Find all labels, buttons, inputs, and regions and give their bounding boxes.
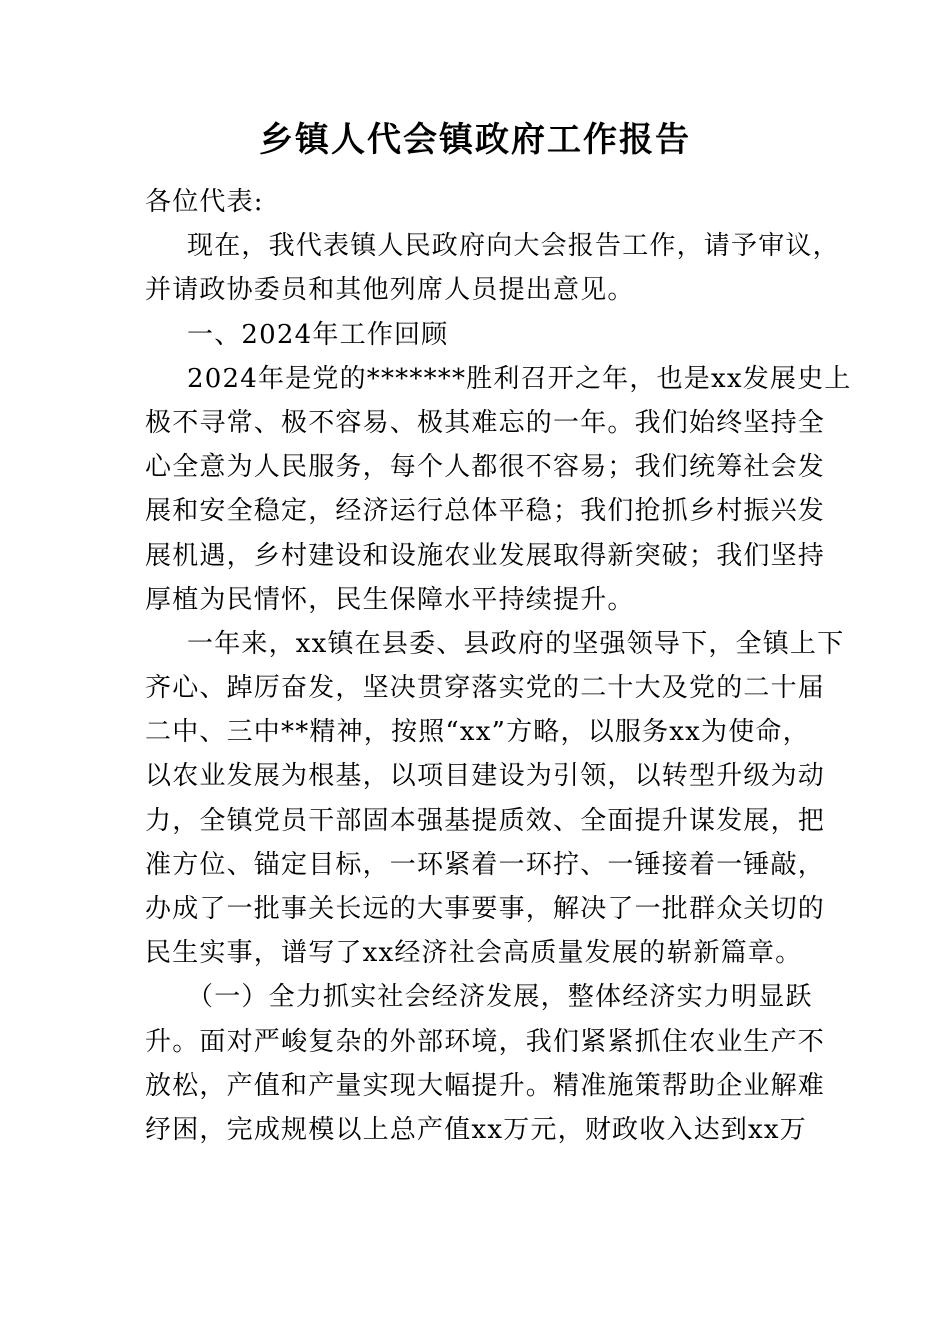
document-title: 乡镇人代会镇政府工作报告	[259, 120, 691, 160]
paragraph-line: 2024年是党的*******胜利召开之年，也是xx发展史上	[187, 363, 852, 394]
paragraph-line: 展和安全稳定，经济运行总体平稳；我们抢抓乡村振兴发	[145, 496, 826, 527]
paragraph-line: 齐心、踔厉奋发，坚决贯穿落实党的二十大及党的二十届	[145, 673, 826, 704]
paragraph-line: 以农业发展为根基，以项目建设为引领，以转型升级为动	[145, 761, 826, 792]
document-body	[145, 180, 852, 1152]
review-paragraph-1	[145, 357, 852, 622]
paragraph-line: 办成了一批事关长远的大事要事，解决了一批群众关切的	[145, 894, 826, 924]
paragraph-line: 展机遇，乡村建设和设施农业发展取得新突破；我们坚持	[145, 540, 826, 571]
paragraph-line: 厚植为民情怀，民生保障水平持续提升。	[145, 584, 635, 615]
opening-paragraph	[145, 224, 840, 312]
paragraph-line: 现在，我代表镇人民政府向大会报告工作，请予审议，	[187, 231, 840, 262]
paragraph-line: 升。面对严峻复杂的外部环境，我们紧紧抓住农业生产不	[145, 1026, 826, 1057]
section-heading-text: 一、2024年工作回顾	[187, 319, 449, 350]
subsection-heading-line: （一）全力抓实社会经济发展，整体经济实力明显跃	[187, 982, 813, 1013]
paragraph-line: 二中、三中**精神，按照“xx”方略，以服务xx为使命，	[145, 717, 810, 748]
salutation: 各位代表:	[145, 187, 264, 217]
paragraph-line: 一年来，xx镇在县委、县政府的坚强领导下，全镇上下	[187, 628, 845, 659]
paragraph-line: 准方位、锚定目标，一环紧着一环拧、一锤接着一锤敲，	[145, 849, 826, 880]
paragraph-line: 心全意为人民服务，每个人都很不容易；我们统筹社会发	[145, 452, 826, 483]
review-paragraph-2	[145, 622, 845, 976]
paragraph-line: 极不寻常、极不容易、极其难忘的一年。我们始终坚持全	[145, 407, 826, 438]
paragraph-line: 力，全镇党员干部固本强基提质效、全面提升谋发展，把	[145, 805, 826, 836]
subsection-1-paragraph	[145, 975, 826, 1152]
paragraph-line: 放松，产值和产量实现大幅提升。精准施策帮助企业解难	[145, 1070, 826, 1101]
paragraph-line: 民生实事，谱写了xx经济社会高质量发展的崭新篇章。	[145, 938, 803, 969]
section-heading	[145, 313, 807, 357]
paragraph-line: 并请政协委员和其他列席人员提出意见。	[145, 275, 635, 306]
paragraph-line: 纾困，完成规模以上总产值xx万元，财政收入达到xx万	[145, 1114, 807, 1145]
